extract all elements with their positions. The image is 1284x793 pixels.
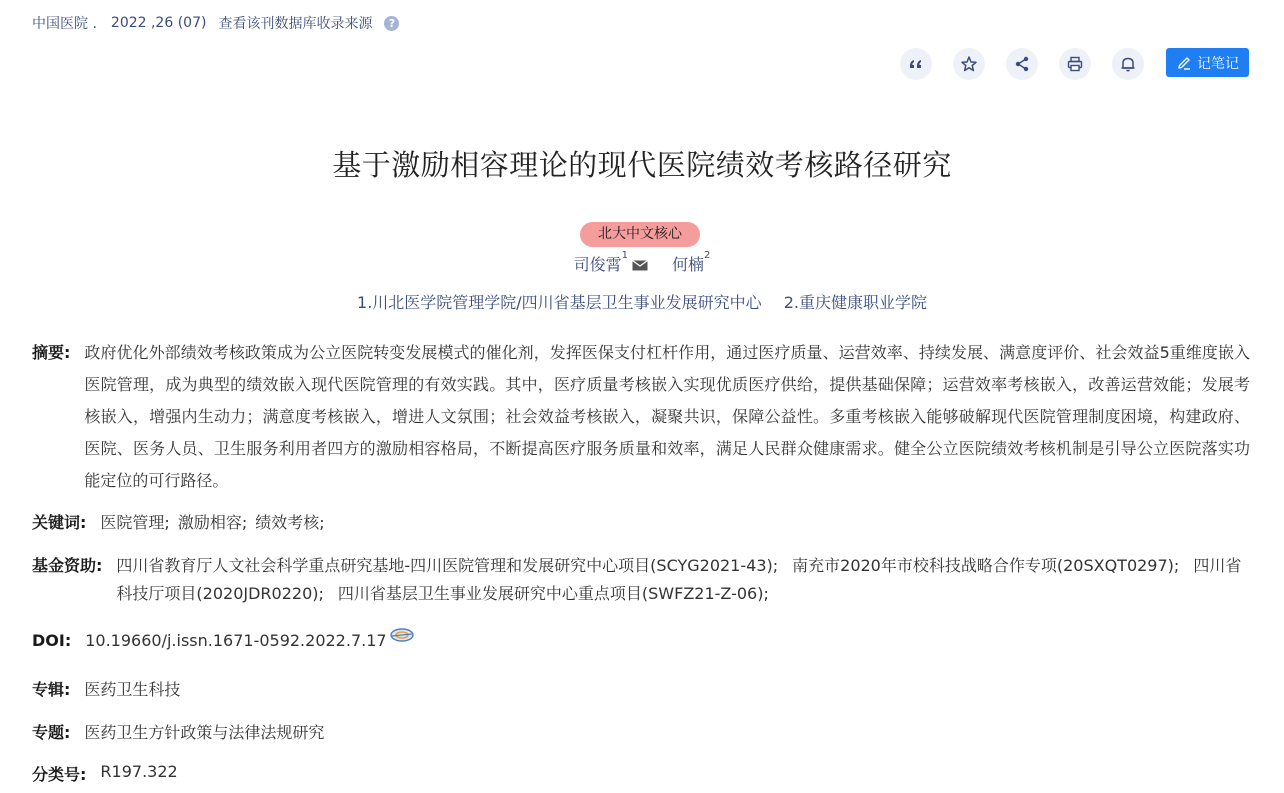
collection-label: 专辑: <box>32 680 71 699</box>
doi-label: DOI: <box>32 630 72 650</box>
article-toolbar <box>900 48 1165 80</box>
share-icon <box>1013 55 1031 73</box>
author-name: 司俊霄 <box>573 255 622 274</box>
quote-icon <box>907 55 925 73</box>
classification-section <box>32 762 178 785</box>
abstract-section <box>32 337 1250 497</box>
take-note-label: 记笔记 <box>1197 55 1239 72</box>
doi-value: 10.19660/j.issn.1671-0592.2022.7.17 <box>85 630 387 650</box>
keyword-link[interactable]: 激励相容; <box>177 513 248 532</box>
classification-label: 分类号: <box>32 765 87 784</box>
keyword-link[interactable]: 医院管理; <box>100 513 170 532</box>
core-journal-badge: 北大中文核心 <box>580 222 700 247</box>
source-line <box>32 13 399 33</box>
bell-icon <box>1119 55 1137 73</box>
doi-link-icon[interactable] <box>389 626 415 648</box>
classification-value: R197.322 <box>100 762 178 781</box>
author-link[interactable] <box>672 250 711 274</box>
help-icon[interactable]: ? <box>384 16 399 31</box>
affiliation-link[interactable]: 1.川北医学院管理学院/四川省基层卫生事业发展研究中心 <box>357 293 762 312</box>
take-note-button[interactable] <box>1166 48 1249 77</box>
issue-info[interactable]: 2022 ,26 (07) <box>110 15 207 31</box>
author-name: 何楠 <box>672 255 705 274</box>
funding-item[interactable]: 四川省科技厅项目(2020JDR0220); <box>116 556 1242 603</box>
doi-section <box>32 629 415 651</box>
topic-value: 医药卫生方针政策与法律法规研究 <box>84 723 325 742</box>
collection-value: 医药卫生科技 <box>84 680 181 699</box>
keywords-section <box>32 510 333 533</box>
article-title: 基于激励相容理论的现代医院绩效考核路径研究 <box>332 148 952 182</box>
collection-section <box>32 677 180 700</box>
author-affiliation-number: 1 <box>621 250 628 261</box>
funding-item[interactable]: 四川省教育厅人文社会科学重点研究基地-四川医院管理和发展研究中心项目(SCYG2021-43); <box>116 556 779 575</box>
funding-label: 基金资助: <box>32 556 103 575</box>
keyword-link[interactable]: 绩效考核; <box>255 513 325 532</box>
funding-item[interactable]: 南充市2020年市校科技战略合作专项(20SXQT0297); <box>792 556 1180 575</box>
abstract-text: 政府优化外部绩效考核政策成为公立医院转变发展模式的催化剂，发挥医保支付杠杆作用，通过医疗质量、运营效率、持续发展、满意度评价、社会效益5重维度嵌入医院管理，成为典型的绩效嵌入现代医院管理的有效实践。其中，医疗质量考核嵌入实现优质医疗供给，提供基础保障；运营效率考核嵌入，改善运营效能；发展考核嵌入，增强内生动力；满意度考核嵌入，增进人文氛围；社会效益考核嵌入，凝聚共识，保障公益性。多重考核嵌入能够破解现代医院管理制度困境，构建政府、医院、医务人员、卫生服务利用者四方的激励相容格局，不断提高医疗服务质量和效率，满足人民群众健康需求。健全公立医院绩效考核机制是引导公立医院落实功能定位的可行路径。 <box>84 343 1250 490</box>
author-list <box>0 252 1284 275</box>
share-button[interactable] <box>1006 48 1038 80</box>
funding-list <box>116 552 1250 608</box>
print-button[interactable] <box>1059 48 1091 80</box>
topic-section <box>32 720 324 743</box>
quote-button[interactable] <box>900 48 932 80</box>
journal-name[interactable]: 中国医院 . <box>32 16 97 32</box>
star-icon <box>960 55 978 73</box>
author-link[interactable] <box>573 250 628 274</box>
database-source-link[interactable]: 查看该刊数据库收录来源 <box>218 16 373 32</box>
mail-icon[interactable] <box>632 256 648 275</box>
pencil-icon <box>1176 55 1192 71</box>
affiliation-list <box>0 290 1284 313</box>
affiliation-link[interactable]: 2.重庆健康职业学院 <box>783 293 927 312</box>
print-icon <box>1066 55 1084 73</box>
funding-item[interactable]: 四川省基层卫生事业发展研究中心重点项目(SWFZ21-Z-06); <box>337 584 769 603</box>
funding-section <box>32 552 1250 608</box>
favorite-button[interactable] <box>953 48 985 80</box>
abstract-label: 摘要: <box>32 343 71 362</box>
topic-label: 专题: <box>32 723 71 742</box>
alert-button[interactable] <box>1112 48 1144 80</box>
author-affiliation-number: 2 <box>704 250 711 261</box>
keywords-label: 关键词: <box>32 513 87 532</box>
